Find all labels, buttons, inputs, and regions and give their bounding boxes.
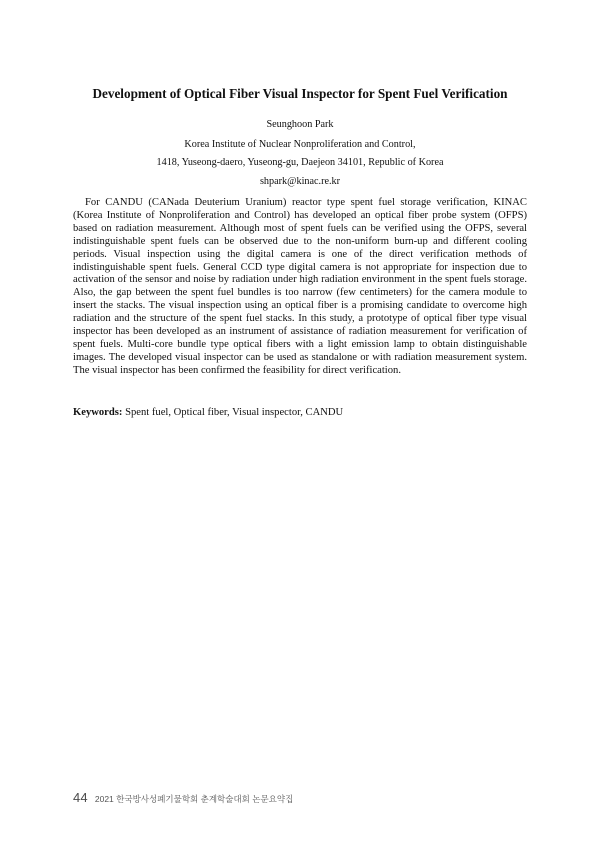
paper-title: Development of Optical Fiber Visual Inspector for Spent Fuel Verification bbox=[92, 86, 508, 101]
keywords-text: Spent fuel, Optical fiber, Visual inspector, CANDU bbox=[122, 407, 344, 418]
page-number: 44 bbox=[73, 790, 88, 805]
keywords-label: Keywords: bbox=[73, 407, 123, 418]
author-affiliation: Korea Institute of Nuclear Nonproliferation and Control, bbox=[184, 139, 416, 150]
keywords-line bbox=[73, 406, 527, 419]
author-address: 1418, Yuseong-daero, Yuseong-gu, Daejeon 34101, Republic of Korea bbox=[156, 157, 444, 168]
page-footer bbox=[73, 790, 293, 810]
author-email: shpark@kinac.re.kr bbox=[259, 176, 341, 187]
proceedings-title: 2021 한국방사성폐기물학회 춘계학술대회 논문요약집 bbox=[94, 794, 294, 804]
author-name: Seunghoon Park bbox=[266, 119, 334, 130]
abstract-body: For CANDU (CANada Deuterium Uranium) reactor type spent fuel storage verification, KINAC (Korea Institute of Nonproliferation and Control) has developed an optical fiber probe system (OFPS) based on radiation measurement. Although most of spent fuels can be verified using the OFPS, several indistinguishable spent fuels can be observed due to the non-uniform burn-up and different cooling periods. Visual inspection using the digital camera is one of the direct verification methods of indistinguishable spent fuels. General CCD type digital camera is not appropriate for inspection due to activation of the sensor and noise by radiation under high radiation environment in the spent fuels storage. Also, the gap between the spent fuel bundles is too narrow (few centimeters) for the camera module to insert the stacks. The visual inspection using an optical fiber is a promising candidate to overcome high radiation and the structure of the spent fuel stacks. In this study, a prototype of optical fiber type visual inspector has been developed as an instrument of assistance of radiation measurement for verification of spent fuels. Multi-core bundle type optical fibers with a light emission lamp to obtain distinguishable images. The developed visual inspector can be used as standalone or with radiation measurement system. The visual inspector has been confirmed the feasibility for direct verification. bbox=[73, 197, 527, 376]
